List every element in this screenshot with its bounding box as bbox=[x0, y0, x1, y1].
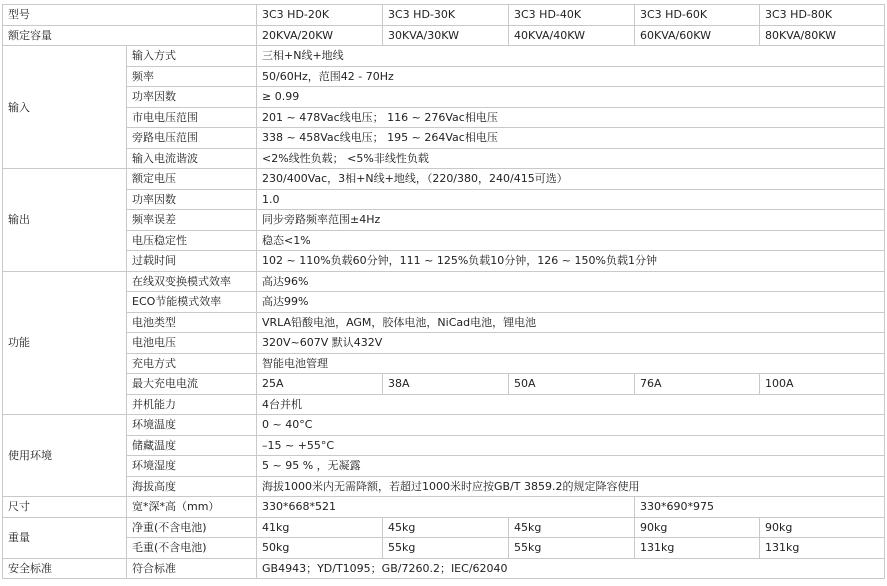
gross-weight-row bbox=[3, 538, 885, 559]
environment-row bbox=[3, 435, 885, 456]
function-row bbox=[3, 271, 885, 292]
input-row bbox=[3, 87, 885, 108]
function-param-value: 320V~607V 默认432V bbox=[257, 333, 885, 354]
environment-row bbox=[3, 415, 885, 436]
function-param-value: 高达96% bbox=[257, 271, 885, 292]
model-name: 3C3 HD-30K bbox=[383, 5, 509, 26]
function-param-label: 在线双变换模式效率 bbox=[127, 271, 257, 292]
input-param-label: 功率因数 bbox=[127, 87, 257, 108]
output-row bbox=[3, 210, 885, 231]
output-param-value: 230/400Vac，3相+N线+地线，（220/380，240/415可选） bbox=[257, 169, 885, 190]
output-group-label: 输出 bbox=[3, 169, 127, 272]
net-weight-value: 45kg bbox=[509, 517, 635, 538]
parallel-label: 并机能力 bbox=[127, 394, 257, 415]
safety-row bbox=[3, 558, 885, 579]
capacity-value: 20KVA/20KW bbox=[257, 25, 383, 46]
capacity-value: 80KVA/80KW bbox=[760, 25, 885, 46]
input-param-label: 输入电流谐波 bbox=[127, 148, 257, 169]
output-param-value: 102 ~ 110%负载60分钟，111 ~ 125%负载10分钟，126 ~ 150%负载1分钟 bbox=[257, 251, 885, 272]
parallel-row bbox=[3, 394, 885, 415]
gross-weight-value: 131kg bbox=[760, 538, 885, 559]
environment-param-label: 环境温度 bbox=[127, 415, 257, 436]
input-param-value: 三相+N线+地线 bbox=[257, 46, 885, 67]
input-param-value: <2%线性负载； <5%非线性负载 bbox=[257, 148, 885, 169]
gross-weight-value: 55kg bbox=[383, 538, 509, 559]
capacity-row bbox=[3, 25, 885, 46]
output-row bbox=[3, 230, 885, 251]
model-name: 3C3 HD-60K bbox=[635, 5, 760, 26]
function-param-value: 智能电池管理 bbox=[257, 353, 885, 374]
charge-current-value: 50A bbox=[509, 374, 635, 395]
charge-current-value: 100A bbox=[760, 374, 885, 395]
environment-param-label: 海拔高度 bbox=[127, 476, 257, 497]
environment-row bbox=[3, 476, 885, 497]
environment-param-value: 5 ~ 95 % ，无凝露 bbox=[257, 456, 885, 477]
function-param-label: 电池电压 bbox=[127, 333, 257, 354]
function-row bbox=[3, 312, 885, 333]
input-row bbox=[3, 46, 885, 67]
output-param-label: 频率误差 bbox=[127, 210, 257, 231]
model-name: 3C3 HD-20K bbox=[257, 5, 383, 26]
output-param-value: 稳态<1% bbox=[257, 230, 885, 251]
weight-group-label: 重量 bbox=[3, 517, 127, 558]
output-row bbox=[3, 251, 885, 272]
size-row bbox=[3, 497, 885, 518]
gross-weight-value: 55kg bbox=[509, 538, 635, 559]
gross-weight-value: 131kg bbox=[635, 538, 760, 559]
model-label: 型号 bbox=[3, 5, 257, 26]
environment-group-label: 使用环境 bbox=[3, 415, 127, 497]
function-row bbox=[3, 292, 885, 313]
net-weight-row bbox=[3, 517, 885, 538]
net-weight-value: 45kg bbox=[383, 517, 509, 538]
parallel-value: 4台并机 bbox=[257, 394, 885, 415]
output-param-label: 过载时间 bbox=[127, 251, 257, 272]
environment-param-value: –15 ~ +55°C bbox=[257, 435, 885, 456]
charge-current-row bbox=[3, 374, 885, 395]
function-param-label: ECO节能模式效率 bbox=[127, 292, 257, 313]
capacity-label: 额定容量 bbox=[3, 25, 257, 46]
gross-weight-value: 50kg bbox=[257, 538, 383, 559]
size-large: 330*690*975 bbox=[635, 497, 885, 518]
safety-label: 符合标准 bbox=[127, 558, 257, 579]
input-row bbox=[3, 128, 885, 149]
function-param-label: 充电方式 bbox=[127, 353, 257, 374]
input-group-label: 输入 bbox=[3, 46, 127, 169]
function-param-value: VRLA铅酸电池，AGM，胶体电池，NiCad电池，锂电池 bbox=[257, 312, 885, 333]
net-weight-label: 净重(不含电池) bbox=[127, 517, 257, 538]
input-param-value: 50/60Hz，范围42 - 70Hz bbox=[257, 66, 885, 87]
input-row bbox=[3, 107, 885, 128]
environment-row bbox=[3, 456, 885, 477]
output-param-label: 功率因数 bbox=[127, 189, 257, 210]
capacity-value: 30KVA/30KW bbox=[383, 25, 509, 46]
input-param-label: 频率 bbox=[127, 66, 257, 87]
input-param-value: ≥ 0.99 bbox=[257, 87, 885, 108]
charge-current-value: 76A bbox=[635, 374, 760, 395]
size-label: 宽*深*高（mm） bbox=[127, 497, 257, 518]
capacity-value: 40KVA/40KW bbox=[509, 25, 635, 46]
output-param-label: 额定电压 bbox=[127, 169, 257, 190]
input-param-label: 市电电压范围 bbox=[127, 107, 257, 128]
function-group-label: 功能 bbox=[3, 271, 127, 415]
model-name: 3C3 HD-40K bbox=[509, 5, 635, 26]
charge-current-value: 38A bbox=[383, 374, 509, 395]
size-small: 330*668*521 bbox=[257, 497, 635, 518]
capacity-value: 60KVA/60KW bbox=[635, 25, 760, 46]
header-row bbox=[3, 5, 885, 26]
environment-param-value: 海拔1000米内无需降额，若超过1000米时应按GB/T 3859.2的规定降容使用 bbox=[257, 476, 885, 497]
charge-current-label: 最大充电电流 bbox=[127, 374, 257, 395]
net-weight-value: 90kg bbox=[760, 517, 885, 538]
environment-param-label: 环境湿度 bbox=[127, 456, 257, 477]
model-name: 3C3 HD-80K bbox=[760, 5, 885, 26]
function-row bbox=[3, 333, 885, 354]
function-param-label: 电池类型 bbox=[127, 312, 257, 333]
input-param-value: 201 ~ 478Vac线电压； 116 ~ 276Vac相电压 bbox=[257, 107, 885, 128]
output-param-value: 1.0 bbox=[257, 189, 885, 210]
environment-param-value: 0 ~ 40°C bbox=[257, 415, 885, 436]
input-param-value: 338 ~ 458Vac线电压； 195 ~ 264Vac相电压 bbox=[257, 128, 885, 149]
safety-value: GB4943；YD/T1095；GB/7260.2；IEC/62040 bbox=[257, 558, 885, 579]
safety-group-label: 安全标准 bbox=[3, 558, 127, 579]
net-weight-value: 41kg bbox=[257, 517, 383, 538]
input-row bbox=[3, 66, 885, 87]
function-param-value: 高达99% bbox=[257, 292, 885, 313]
charge-current-value: 25A bbox=[257, 374, 383, 395]
output-row bbox=[3, 169, 885, 190]
function-row bbox=[3, 353, 885, 374]
input-param-label: 旁路电压范围 bbox=[127, 128, 257, 149]
output-param-value: 同步旁路频率范围±4Hz bbox=[257, 210, 885, 231]
spec-table bbox=[2, 4, 885, 579]
output-row bbox=[3, 189, 885, 210]
input-param-label: 输入方式 bbox=[127, 46, 257, 67]
gross-weight-label: 毛重(不含电池) bbox=[127, 538, 257, 559]
input-row bbox=[3, 148, 885, 169]
output-param-label: 电压稳定性 bbox=[127, 230, 257, 251]
net-weight-value: 90kg bbox=[635, 517, 760, 538]
environment-param-label: 储藏温度 bbox=[127, 435, 257, 456]
size-group-label: 尺寸 bbox=[3, 497, 127, 518]
